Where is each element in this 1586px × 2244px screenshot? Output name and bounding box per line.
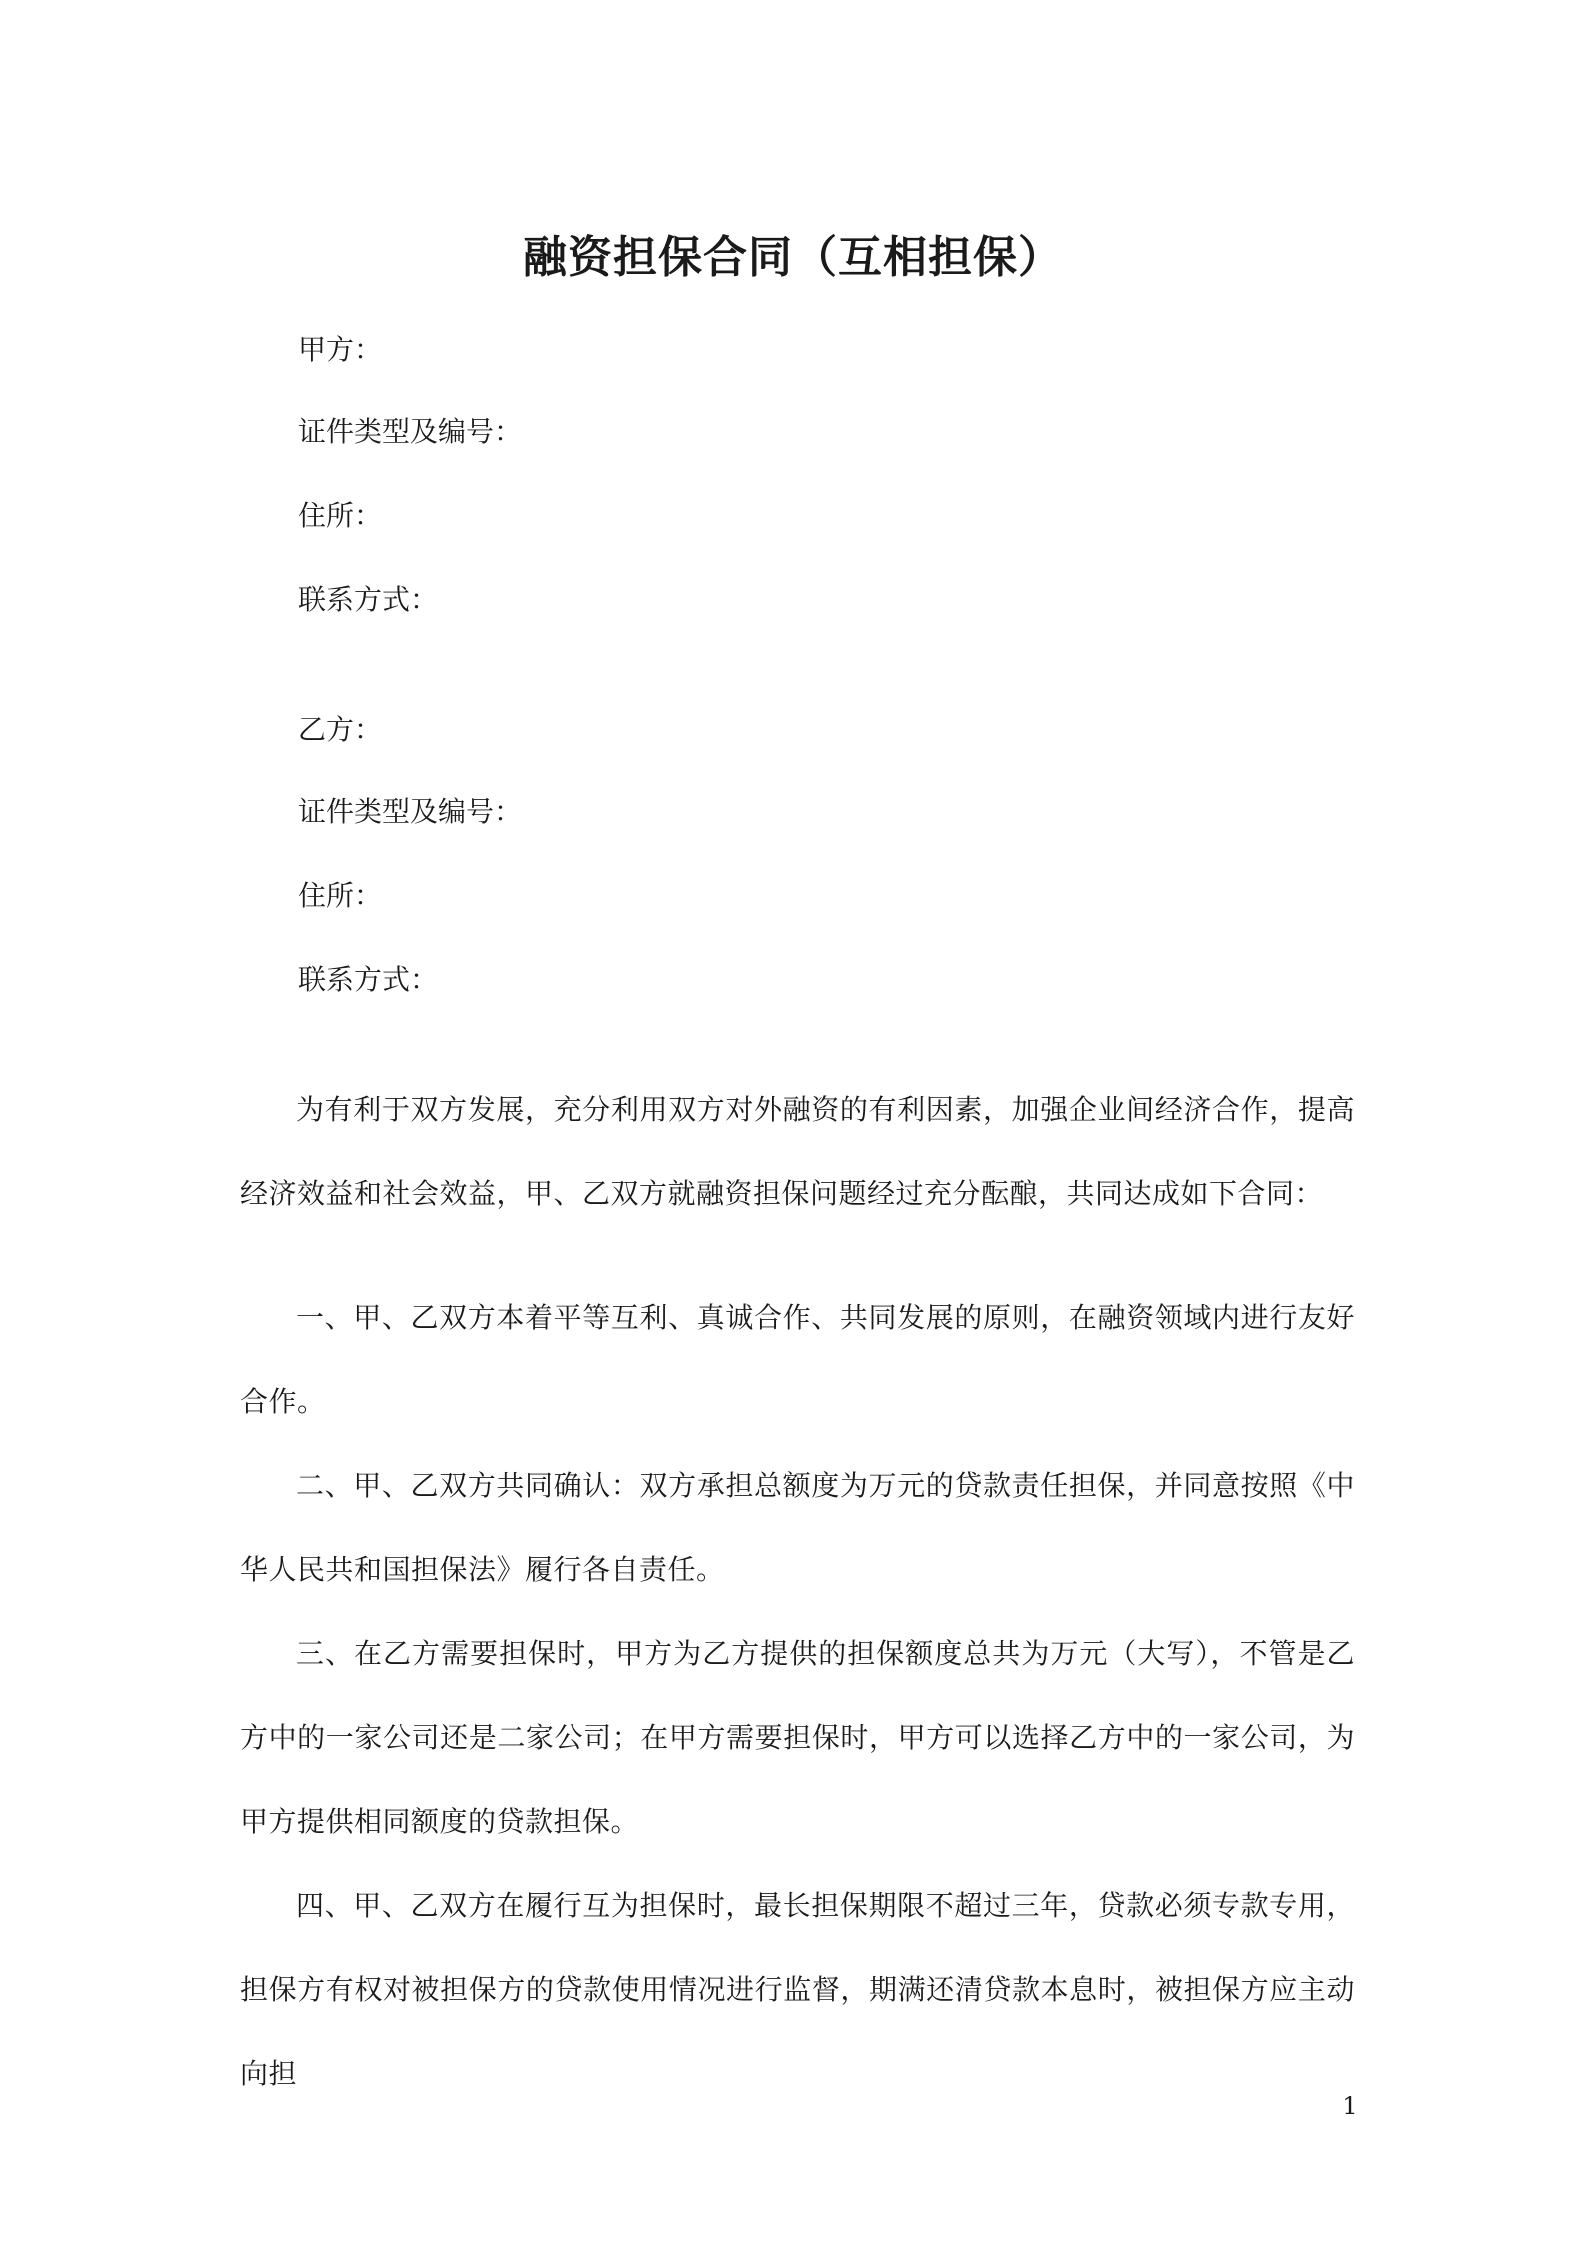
party-b-id-label: 证件类型及编号： (298, 795, 523, 828)
party-b-contact-label: 联系方式： (298, 963, 439, 996)
document-title: 融资担保合同（互相担保） (523, 232, 1063, 283)
party-b-address-label: 住所： (298, 879, 383, 912)
clause-3-paragraph: 三、在乙方需要担保时，甲方为乙方提供的担保额度总共为万元（大写），不管是乙方中的一家公司还是二家公司；在甲方需要担保时，甲方可以选择乙方中的一家公司，为甲方提供相同额度的贷款担保。 (240, 1637, 1355, 1838)
party-b-name-label: 乙方： (298, 713, 383, 746)
party-a-contact-label: 联系方式： (298, 583, 439, 616)
party-a-name-label: 甲方： (298, 333, 383, 366)
party-a-id-label: 证件类型及编号： (298, 415, 523, 448)
page-number: 1 (1342, 2092, 1358, 2120)
preamble-paragraph: 为有利于双方发展，充分利用双方对外融资的有利因素，加强企业间经济合作，提高经济效益和社会效益，甲、乙双方就融资担保问题经过充分酝酿，共同达成如下合同： (240, 1093, 1355, 1210)
party-a-address-label: 住所： (298, 499, 383, 532)
clause-4-paragraph: 四、甲、乙双方在履行互为担保时，最长担保期限不超过三年，贷款必须专款专用，担保方有权对被担保方的贷款使用情况进行监督，期满还清贷款本息时，被担保方应主动向担 (240, 1889, 1355, 2090)
clause-1-paragraph: 一、甲、乙双方本着平等互利、真诚合作、共同发展的原则，在融资领域内进行友好合作。 (240, 1301, 1355, 1418)
clause-2-paragraph: 二、甲、乙双方共同确认：双方承担总额度为万元的贷款责任担保，并同意按照《中华人民共和国担保法》履行各自责任。 (240, 1469, 1355, 1586)
